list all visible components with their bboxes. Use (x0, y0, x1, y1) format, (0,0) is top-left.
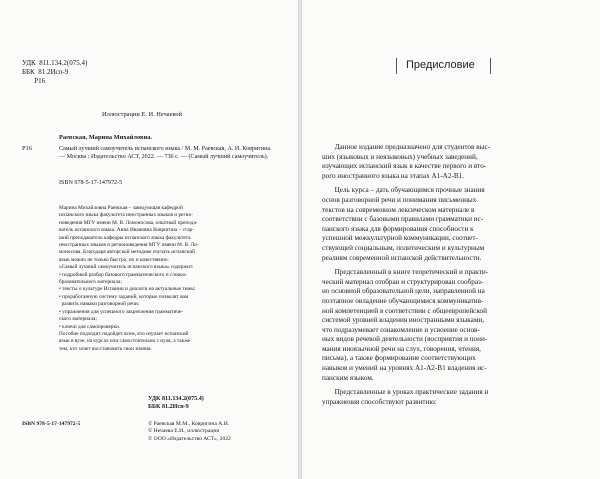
udk-classification-top: УДК 811.134.2(075.4) ББК 81.2Исп-9 Р16 (22, 59, 88, 86)
heading-right-bar (490, 58, 491, 74)
annotation-paragraph: Марина Михайловна Раевская – заведующая кафедрой испанского языка факультета иностранных языков и регио- новедения МГУ имени М. В. Ломоносова, опытный препода- ватель испанского языка. Анна Ивановна Ковригина – стар- ший преподаватель кафедры испанского языка факультета иностранных языков и регионоведения МГУ имени М. В. Ло- моносова. Благодаря авторской методике изучать испанский язык можно не только быстро, но и качественно. (59, 205, 199, 263)
preface-text (322, 143, 584, 407)
left-page-imprint (0, 0, 298, 479)
annotation-block (59, 205, 273, 353)
illustrations-credit: Иллюстрации Е. И. Нечаевой (102, 111, 183, 118)
preface-paragraph: Данное издание предназначено для студентов выс- ших (языковых и неязыковых) учебных заведений, изучающих испанский язык в качестве первого и вто- рого иностранного языка на этапах А1-А2-В1. (322, 143, 491, 180)
preface-heading-frame (396, 56, 492, 76)
bibliographic-entry: Самый лучший самоучитель испанского языка / М. М. Раевская, А. И. Ковригина. — Москва : Издательство АСТ, 2022. — 736 с. — (Самый лучший самоучитель). (59, 146, 272, 161)
udk-classification-bottom: УДК 811.134.2(075.4) ББК 81.2Исп-9 (148, 396, 204, 410)
annotation-paragraph: «Самый лучший самоучитель испанского языка» содержит: • подробный разбор базового грамматического и словоо- бразовательного материала; • тексты о культуре Испании и диалоги на актуальные темы; • проработанную систему заданий, которые позволят вам развить навыки разговорной речи; • упражнения для успешного закрепления грамматиче- ского материала; • ключи для самопроверки. (59, 264, 196, 330)
copyright-block: © Раевская М.М., Ковригина А.И. © Нечаева Е.И., иллюстрации © ООО «Издательство АСТ», 2022 (148, 421, 231, 442)
heading-left-bar (396, 58, 397, 74)
isbn-line: ISBN 978-5-17-147972-5 (59, 180, 123, 186)
author-heading: Раевская, Марина Михайловна. (59, 134, 152, 141)
preface-paragraph: Цель курса – дать обучающимся прочные знания основ разговорной речи и понимания письменных текстов на современном лексическом материале в соответствии с базовыми правилами грамматики ис- панского языка для формирования способности к успешной межкультурной коммуникации, соответ- ствующей социальным, политическим и культурным реалиям современной испанской действительности. (322, 186, 485, 262)
isbn-bottom: ISBN 978-5-17-147972-5 (22, 421, 81, 427)
index-code: Р16 (22, 145, 32, 152)
annotation-paragraph: Пособие подходит подойдет всем, кто изучает испанский язык в вузе, на курсах или самостоятельно с нуля, а также тем, кто хочет восстановить свои знания. (59, 330, 191, 352)
right-page-preface (302, 0, 600, 479)
preface-heading: Предисловие (406, 59, 475, 71)
preface-paragraph: Представленный в книге теоретический и практи- ческий материал отобран и структурирован сообраз- но основной образовательной цели, направленной на поэтапное овладение обучающимися коммуникатив- ной компетенцией в соответствии с общеевропейской системой уровней владения иностранными языками, что подразумевает ознакомление и усвоение основ- ных видов речевой деятельности (восприятия и пони- мания иноязычной речи на слух, говорения, чтения, письма), а также формирование соответствующих навыков и умений на уровнях А1-А2-В1 владения ис- панским языком. (322, 268, 489, 382)
preface-paragraph: Представленные в уроках практические задания и упражнения способствуют развитию: (322, 388, 489, 406)
